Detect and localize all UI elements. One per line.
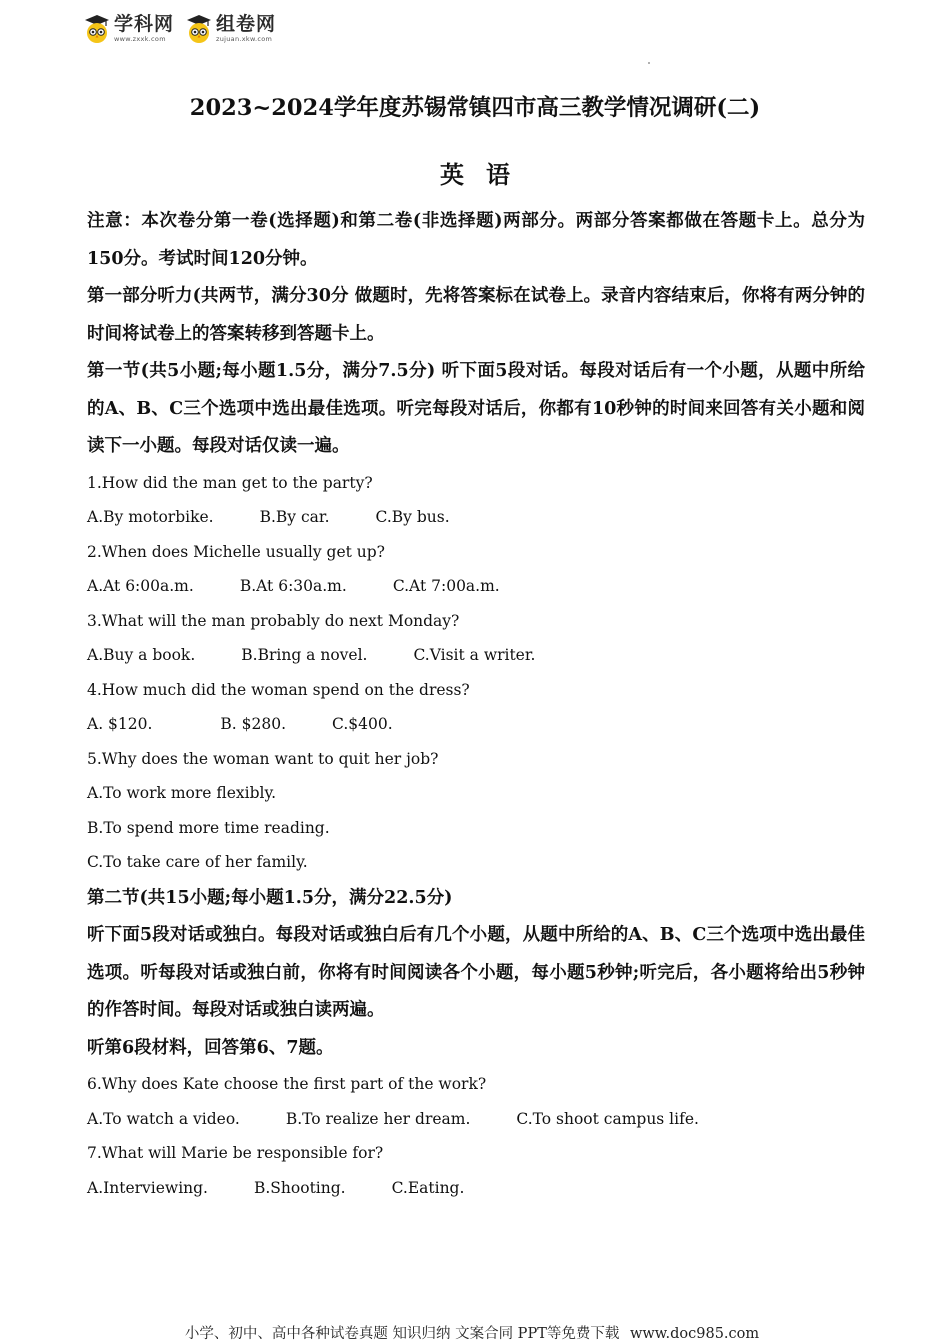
page-footer bbox=[0, 1322, 950, 1343]
option-c[interactable]: C.At 7:00a.m. bbox=[392, 577, 500, 595]
footer-link[interactable]: www.doc985.com bbox=[629, 1326, 760, 1342]
question-6 bbox=[87, 1067, 865, 1136]
question-4 bbox=[87, 673, 865, 742]
question-2 bbox=[87, 535, 865, 604]
stray-dot bbox=[648, 62, 650, 64]
question-text: 6.Why does Kate choose the first part of the work? bbox=[87, 1075, 487, 1093]
option-b[interactable]: B.To spend more time reading. bbox=[87, 818, 330, 837]
option-a[interactable]: A.At 6:00a.m. bbox=[87, 577, 194, 595]
owl-scholar-icon bbox=[84, 14, 110, 44]
question-5 bbox=[87, 742, 865, 880]
logo-zxxk[interactable] bbox=[84, 14, 174, 44]
section2-instructions: 听下面5段对话或独白。每段对话或独白后有几个小题，从题中所给的A、B、C三个选项中选出最佳选项。听每段对话或独白前，你将有时间阅读各个小题，每小题5秒钟;听完后，各小题将给出5秒钟的作答时间。每段对话或独白读两遍。 bbox=[87, 925, 865, 1020]
option-a[interactable]: A.Buy a book. bbox=[87, 646, 196, 664]
option-b[interactable]: B.Bring a novel. bbox=[241, 646, 368, 664]
question-3 bbox=[87, 604, 865, 673]
question-7 bbox=[87, 1136, 865, 1205]
option-a[interactable]: A. $120. bbox=[87, 715, 153, 733]
option-b[interactable]: B.Shooting. bbox=[253, 1178, 346, 1197]
option-a[interactable]: A.By motorbike. bbox=[87, 508, 214, 526]
option-c[interactable]: C.To take care of her family. bbox=[87, 853, 308, 871]
exam-content bbox=[87, 203, 865, 1205]
question-1 bbox=[87, 466, 865, 535]
option-c[interactable]: C.By bus. bbox=[375, 508, 450, 526]
logo-url: zujuan.xkw.com bbox=[216, 35, 273, 44]
page-title: 2023~2024学年度苏锡常镇四市高三教学情况调研(二) bbox=[189, 95, 761, 121]
option-row bbox=[87, 500, 865, 535]
option-c[interactable]: C.Visit a writer. bbox=[413, 646, 536, 664]
question-text: 4.How much did the woman spend on the dress? bbox=[87, 680, 470, 699]
option-a[interactable]: A.To work more flexibly. bbox=[87, 784, 277, 802]
logo-name: 学科网 bbox=[114, 13, 175, 36]
question-text: 7.What will Marie be responsible for? bbox=[87, 1144, 384, 1162]
option-b[interactable]: B. $280. bbox=[220, 715, 287, 733]
option-row bbox=[87, 1171, 865, 1206]
section2-title: 第二节(共15小题;每小题1.5分，满分22.5分) bbox=[87, 887, 453, 908]
option-b[interactable]: B.By car. bbox=[259, 508, 330, 526]
header-logos bbox=[84, 14, 276, 44]
logo-url: www.zxxk.com bbox=[114, 35, 166, 44]
option-c[interactable]: C.$400. bbox=[332, 715, 393, 733]
owl-scholar-icon bbox=[186, 14, 212, 44]
notice-paragraph: 注意：本次卷分第一卷(选择题)和第二卷(非选择题)两部分。两部分答案都做在答题卡上。总分为150分。考试时间120分钟。 bbox=[87, 211, 865, 269]
subject-title: 英语 bbox=[440, 160, 532, 189]
option-row bbox=[87, 638, 865, 673]
question-text: 1.How did the man get to the party? bbox=[87, 473, 373, 492]
logo-zujuan[interactable] bbox=[186, 14, 276, 44]
material6-heading: 听第6段材料，回答第6、7题。 bbox=[87, 1037, 334, 1058]
question-text: 3.What will the man probably do next Monday? bbox=[87, 611, 460, 630]
question-text: 2.When does Michelle usually get up? bbox=[87, 542, 385, 561]
option-c[interactable]: C.Eating. bbox=[391, 1178, 465, 1197]
footer-text: 小学、初中、高中各种试卷真题 知识归纳 文案合同 PPT等免费下载 bbox=[184, 1326, 620, 1342]
section1-paragraph: 第一节(共5小题;每小题1.5分，满分7.5分) 听下面5段对话。每段对话后有一个小题，从题中所给的A、B、C三个选项中选出最佳选项。听完每段对话后，你都有10秒钟的时间来回答有关小题和阅读下一小题。每段对话仅读一遍。 bbox=[87, 361, 865, 456]
option-a[interactable]: A.Interviewing. bbox=[87, 1178, 208, 1197]
option-b[interactable]: B.To realize her dream. bbox=[285, 1109, 471, 1128]
part1-paragraph: 第一部分听力(共两节，满分30分 做题时，先将答案标在试卷上。录音内容结束后，你将有两分钟的时间将试卷上的答案转移到答题卡上。 bbox=[87, 286, 865, 344]
option-a[interactable]: A.To watch a video. bbox=[87, 1109, 240, 1128]
option-c[interactable]: C.To shoot campus life. bbox=[516, 1109, 699, 1128]
logo-name: 组卷网 bbox=[216, 13, 277, 36]
question-text: 5.Why does the woman want to quit her job? bbox=[87, 749, 439, 768]
option-row bbox=[87, 1102, 865, 1137]
option-b[interactable]: B.At 6:30a.m. bbox=[239, 577, 347, 595]
option-row bbox=[87, 707, 865, 742]
option-row bbox=[87, 569, 865, 604]
